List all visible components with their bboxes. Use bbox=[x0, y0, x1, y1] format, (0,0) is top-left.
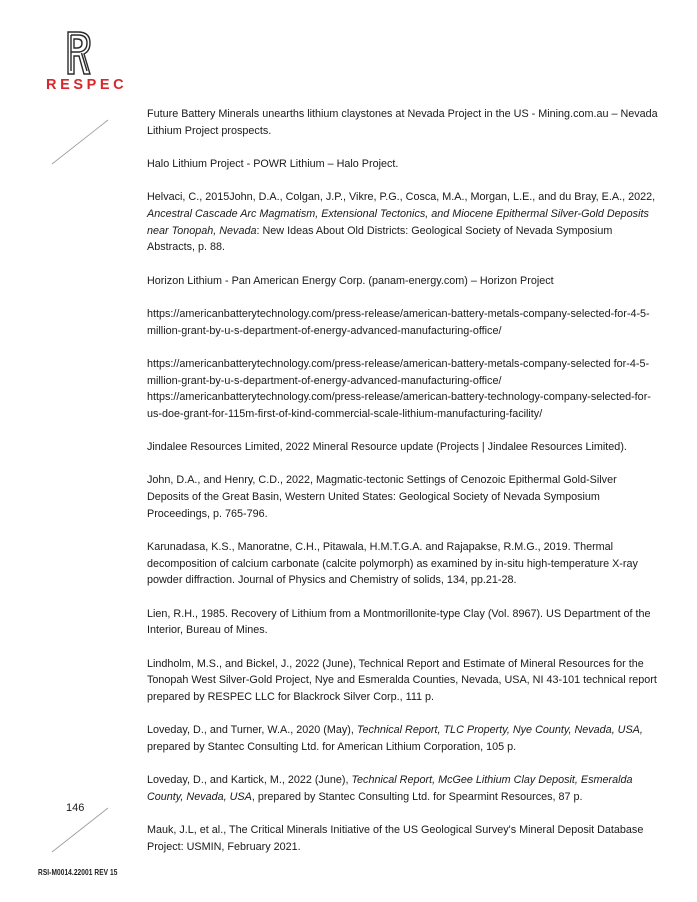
respec-r-monogram-icon bbox=[46, 30, 116, 78]
reference-title-italic: Technical Report, McGee Lithium Clay Deposit, Esmeralda County, Nevada, USA bbox=[147, 774, 633, 803]
reference-entry bbox=[147, 106, 659, 139]
page-number: 146 bbox=[66, 802, 85, 814]
reference-text: John, D.A., and Henry, C.D., 2022, Magmatic-tectonic Settings of Cenozoic Epithermal Gold-Silver Deposits of the Great Basin, Western United States: Geological Society of Nevada Symposium Proceedings, p. 765-796. bbox=[147, 474, 617, 520]
reference-text: Horizon Lithium - Pan American Energy Corp. (panam-energy.com) – Horizon Project bbox=[147, 274, 554, 287]
reference-entry bbox=[147, 356, 659, 422]
decorative-diagonal-line bbox=[50, 118, 110, 166]
reference-text: Jindalee Resources Limited, 2022 Mineral Resource update (Projects | Jindalee Resources Limited). bbox=[147, 441, 627, 454]
reference-title-italic: Ancestral Cascade Arc Magmatism, Extensional Tectonics, and Miocene Epithermal Silver-Gold Deposits near Tonopah, Nevada bbox=[147, 207, 649, 237]
reference-text: https://americanbatterytechnology.com/press-release/american-battery-technology-company-selected-for-us-doe-grant-for-115m-first-of-kind-commercial-scale-lithium-manufacturing-facility/ bbox=[147, 391, 651, 420]
reference-entry bbox=[147, 306, 659, 339]
reference-text: , prepared by Stantec Consulting Ltd. for Spearmint Resources, 87 p. bbox=[251, 790, 583, 803]
reference-entry bbox=[147, 439, 659, 456]
reference-text: https://americanbatterytechnology.com/press-release/american-battery-metals-company-selected for-4-5-million-grant-by-u-s-department-of-energy-advanced-manufacturing-office/ bbox=[147, 357, 650, 387]
document-code: RSI-M0014.22001 REV 15 bbox=[38, 868, 118, 877]
reference-entry bbox=[147, 156, 659, 173]
reference-entry bbox=[147, 772, 659, 805]
reference-text: Mauk, J.L, et al., The Critical Minerals Initiative of the US Geological Survey's Mineral Deposit Database Project: USMIN, February 2021. bbox=[147, 824, 644, 853]
reference-text: Loveday, D., and Kartick, M., 2022 (June), bbox=[147, 774, 352, 787]
respec-wordmark: RESPEC bbox=[46, 77, 128, 93]
respec-logo bbox=[46, 30, 116, 78]
reference-title-italic: Technical Report, TLC Property, Nye County, Nevada, USA, bbox=[356, 724, 643, 737]
reference-entry bbox=[147, 472, 659, 522]
reference-text: prepared by Stantec Consulting Ltd. for American Lithium Corporation, 105 p. bbox=[147, 740, 517, 753]
reference-text: Halo Lithium Project - POWR Lithium – Halo Project. bbox=[147, 157, 399, 170]
reference-entry bbox=[147, 606, 659, 639]
reference-entry bbox=[147, 273, 659, 290]
references-list bbox=[147, 106, 659, 872]
reference-text: Lien, R.H., 1985. Recovery of Lithium from a Montmorillonite-type Clay (Vol. 8967). US Department of the Interior, Bureau of Mines. bbox=[147, 607, 651, 637]
reference-text: Helvaci, C., 2015John, D.A., Colgan, J.P., Vikre, P.G., Cosca, M.A., Morgan, L.E., and du Bray, E.A., 2022, bbox=[147, 191, 656, 204]
reference-entry bbox=[147, 189, 659, 255]
reference-text: Loveday, D., and Turner, W.A., 2020 (May), bbox=[147, 724, 357, 737]
reference-entry bbox=[147, 656, 659, 706]
reference-entry bbox=[147, 539, 659, 589]
reference-text: Karunadasa, K.S., Manoratne, C.H., Pitawala, H.M.T.G.A. and Rajapakse, R.M.G., 2019. Thermal decomposition of calcium carbonate (calcite polymorph) as examined by in-situ high-temperature X-ray powder diffraction. Journal of Physics and Chemistry of solids, 134, pp.21-28. bbox=[147, 541, 638, 587]
reference-text: Future Battery Minerals unearths lithium claystones at Nevada Project in the US - Mining.com.au – Nevada Lithium Project prospects. bbox=[147, 108, 658, 137]
reference-entry bbox=[147, 822, 659, 855]
reference-text: Lindholm, M.S., and Bickel, J., 2022 (June), Technical Report and Estimate of Mineral Resources for the Tonopah West Silver-Gold Project, Nye and Esmeralda Counties, Nevada, USA, NI 43-101 technical report prepared by RESPEC LLC for Blackrock Silver Corp., 111 p. bbox=[147, 657, 657, 703]
reference-entry bbox=[147, 722, 659, 755]
reference-text: : New Ideas About Old Districts: Geological Society of Nevada Symposium Abstracts, p. 88. bbox=[147, 224, 613, 254]
reference-text: https://americanbatterytechnology.com/press-release/american-battery-metals-company-selected-for-4-5-million-grant-by-u-s-department-of-energy-advanced-manufacturing-office/ bbox=[147, 307, 650, 337]
